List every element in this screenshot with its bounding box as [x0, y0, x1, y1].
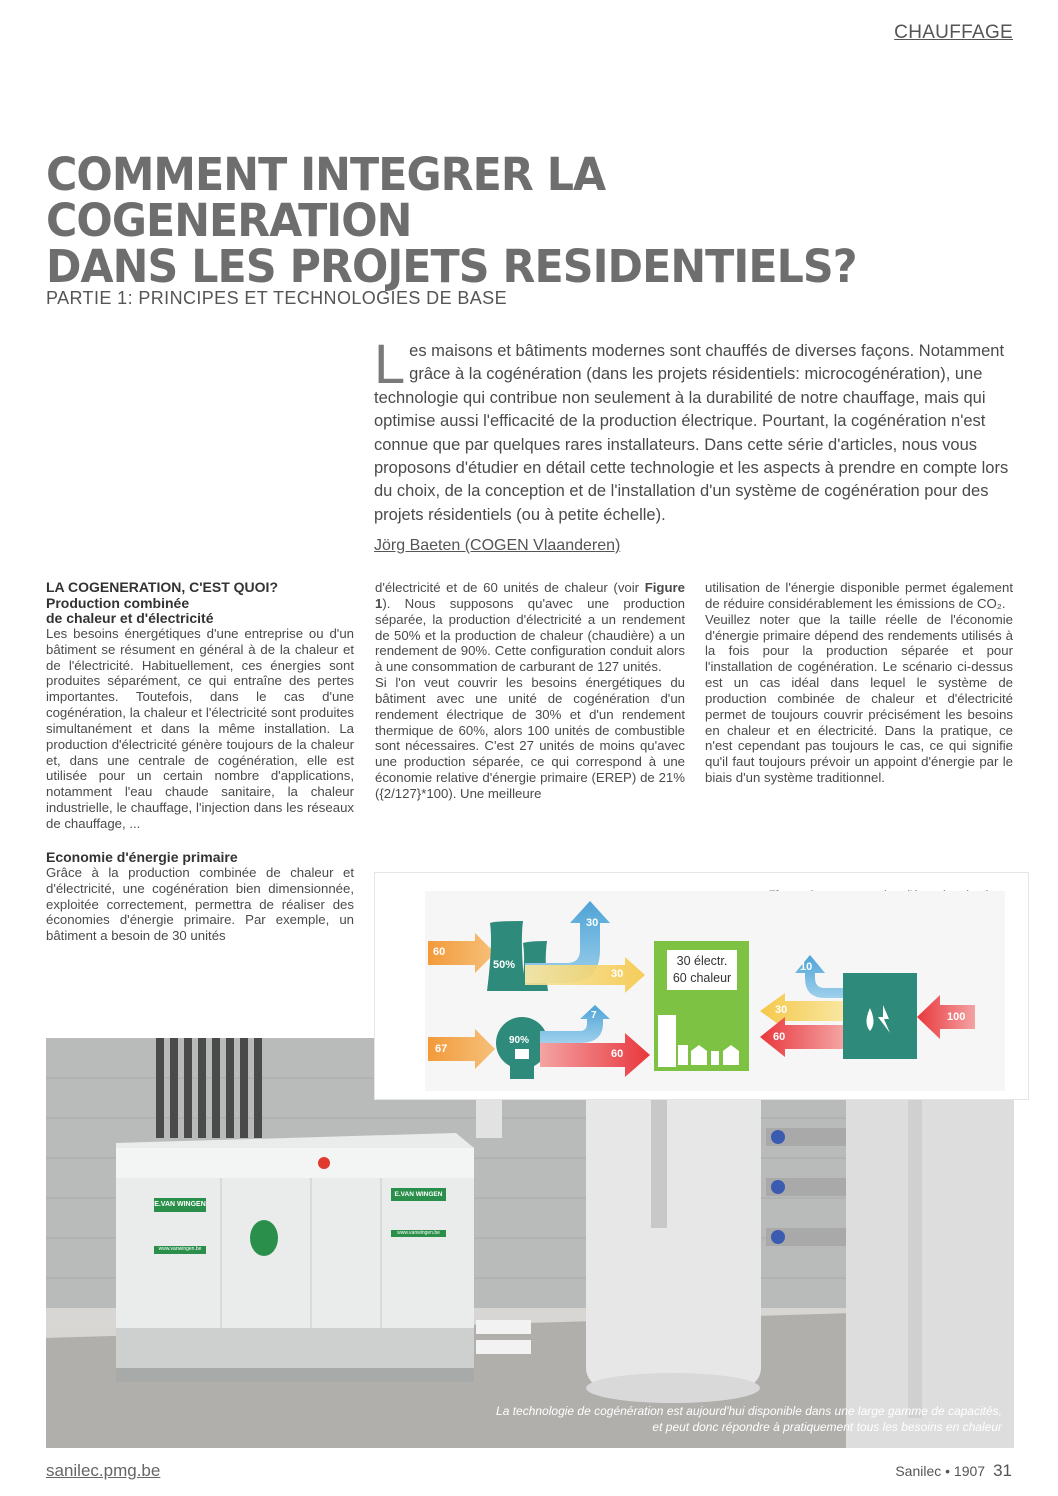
value-cogen-red: 60 [773, 1031, 786, 1043]
figure-1 [375, 873, 1028, 1099]
column-3 [705, 580, 1013, 786]
value-plant-pct: 50% [493, 959, 516, 971]
value-up-bottom: 7 [591, 1010, 597, 1021]
section-label: CHAUFFAGE [894, 22, 1013, 43]
installation-photo [46, 1038, 1014, 1448]
paragraph: Grâce à la production combinée de chaleur et d'électricité, une cogénération bien dimensionnée, exploitée correctement, permettra de réaliser des économies d'énergie primaire. Par exemple, un bâtiment a besoin de 30 unités [46, 864, 354, 944]
page-title [46, 148, 977, 293]
paragraph: Les besoins énergétiques d'une entreprise ou d'un bâtiment se résument en général à de la chaleur et de l'électricité. Habituellement, ces énergies sont produites séparément, ce qui entraîne des pertes importantes. Toutefois, dans le cas d'une cogénération, la chaleur et l'électricité sont produites simultanément et dans la même installation. La production d'électricité génère toujours de la chaleur et, dans une centrale de cogénération, elle est utilisée pour un certain nombre d'applications, notamment l'eau chaude sanitaire, la chaleur industrielle, le chauffage, l'injection dans les réseaux de chauffage, ... [46, 625, 354, 831]
paragraph: utilisation de l'énergie disponible permet également de réduire considérablement les émissions de CO₂. [705, 580, 1013, 611]
brand-website: www.vanwingen.be [158, 1246, 202, 1252]
title-line-2: DANS LES PROJETS RESIDENTIELS? [46, 240, 857, 293]
value-right-top: 30 [611, 968, 624, 980]
house-demand: 30 électr. 60 chaleur [672, 954, 732, 985]
issue-label: Sanilec • 1907 [895, 1463, 986, 1479]
author-link[interactable]: Jörg Baeten (COGEN Vlaanderen) [374, 537, 621, 554]
section-heading: LA COGENERATION, C'EST QUOI? [46, 579, 278, 595]
brand-website-side: www.vanwingen.be [397, 1230, 440, 1236]
paragraph: d'électricité et de 60 unités de chaleur (voir Figure 1). Nous supposons qu'avec une production séparée, la production d'électricité a un rendement de 50% et la production de chaleur (chaudière) a un rendement de 90%. Cette configuration conduit alors à une consommation de carburant de 127 unités. [375, 580, 685, 675]
lead-paragraph [374, 332, 1014, 527]
site-link[interactable]: sanilec.pmg.be [46, 1461, 161, 1480]
brand-label-side: E.VAN WINGEN [394, 1191, 443, 1198]
drop-cap: L [374, 332, 406, 395]
paragraph: Si l'on veut couvrir les besoins énergétiques du bâtiment avec une unité de cogénération d'un rendement électrique de 30% et d'un rendement thermique de 60%, alors 100 unités de combustible sont nécessaires. C'est 27 unités de moins qu'avec une production séparée, ce qui correspond à une économie relative d'énergie primaire (EREP) de 21% ({2/127}*100). Une meilleure [375, 675, 685, 801]
title-line-1: COMMENT INTEGRER LA COGENERATION [46, 148, 606, 247]
value-cogen-up: 10 [800, 961, 813, 973]
lead-text: es maisons et bâtiments modernes sont chauffés de diverses façons. Notamment grâce à la cogénération (dans les projets résidentiels: microcogénération), une technologie qui contribue non seulement à la durabilité de notre chauffage, mais qui optimise aussi l'efficacité de la production électrique. Pourtant, la cogénération n'est connue que par quelques rares installateurs. Dans cette série d'articles, nous vous proposons d'étudier en détail cette technologie et les aspects à prendre en compte lors du choix, de la conception et de l'installation d'un système de cogénération pour des projets résidentiels (ou à petite échelle). [374, 342, 1009, 524]
value-cogen-in: 100 [947, 1011, 966, 1023]
value-right-bottom: 60 [611, 1048, 624, 1060]
paragraph: Veuillez noter que la taille réelle de l'économie d'énergie primaire dépend des rendements utilisés à la fois pour la production séparée et pour l'installation de cogénération. Le scénario ci-dessus est un cas idéal dans lequel le système de production combinée de chaleur et d'électricité permet de toujours couvrir précisément les besoins en chaleur et en électricité. Dans la pratique, ce n'est cependant pas toujours le cas, ce qui signifie qu'il faut toujours prévoir un appoint d'énergie par le biais d'un système traditionnel. [705, 611, 1013, 786]
subtitle: PARTIE 1: PRINCIPES ET TECHNOLOGIES DE BASE [46, 288, 507, 308]
value-cogen-yellow: 30 [775, 1004, 788, 1016]
brand-label: E.VAN WINGEN [154, 1201, 206, 1208]
value-boiler-pct: 90% [509, 1035, 530, 1046]
subheading-economie: Economie d'énergie primaire [46, 848, 238, 865]
column-2 [375, 580, 685, 802]
page-footer [895, 1461, 1012, 1481]
subheading-production: Production combinée de chaleur et d'électricité [46, 594, 214, 626]
figure-reference: Figure 1 [375, 580, 685, 611]
value-in-top: 60 [433, 946, 446, 958]
photo-caption: La technologie de cogénération est aujourd'hui disponible dans une large gamme de capacités, et peut donc répondre à pratiquement tous les besoins en chaleur [496, 1404, 1002, 1434]
page-number: 31 [993, 1461, 1012, 1480]
value-in-bottom: 67 [435, 1043, 448, 1055]
cogen-unit [843, 973, 917, 1059]
photo-illustration [46, 1038, 1014, 1448]
value-up-top: 30 [586, 917, 599, 929]
column-1 [46, 580, 354, 944]
